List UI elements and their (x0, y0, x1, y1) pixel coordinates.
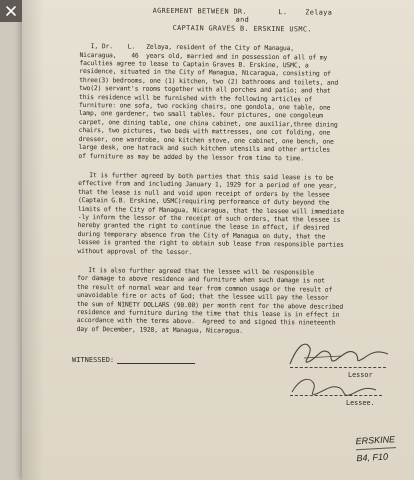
text-line: residence and furniture during the time that this lease is in effect in (76, 307, 340, 319)
text-line: the result of normal wear and tear from common usage or the result of (77, 282, 333, 294)
text-line: It is further agreed by both parties that this said lease is to be (78, 170, 334, 182)
text-line: of furniture as may be added by the lessor from time to time. (78, 151, 305, 162)
lessee-label: Lessee. (346, 399, 375, 407)
text-line: during temporary absence from the City of Managua on duty, that the (77, 229, 326, 241)
text-line: accordance with the terms above. Agreed to and signed this nineteenth (76, 316, 336, 328)
text-line: carpet, one dining table, one china cabinet, one auxiliar,three dining (78, 117, 338, 129)
lessee-signature-line (290, 395, 382, 396)
lessor-signature-line (290, 367, 386, 368)
lessor-signature (284, 334, 394, 374)
text-line: faculties agree to lease to Captain Graves B. Erskine, USMC, a (79, 59, 309, 70)
text-line: for damage to above residence and furniture when such damage is not (77, 274, 325, 285)
archive-box-folder: B4, F10 (356, 451, 389, 464)
lessor-label: Lessor (348, 371, 373, 379)
text-line: without approval of the lessor. (77, 246, 193, 256)
paragraph-rent (77, 266, 403, 337)
archive-label (355, 433, 403, 465)
text-line: large desk, one hatrack and such kitchen utensils and other articles (78, 143, 330, 154)
archive-collection: ERSKINE (355, 434, 396, 447)
text-line: effective from and including January 1, 1929 for a period of one year, (78, 179, 337, 191)
text-line: furniture: one sofa, two rocking chairs, one gondola, one table, one (78, 101, 331, 112)
text-line: (Captain G.B. Erskine, USMC)requiring performance of duty beyond the (77, 196, 330, 207)
text-line: It is also further agreed that the lessee will be responsible (77, 265, 314, 277)
document-body (77, 6, 405, 337)
text-line: dresser, one wardrobe, one kitchen stove, one cabinet, one bench, one (78, 134, 334, 146)
close-button[interactable] (0, 0, 22, 22)
text-line: chairs, two pictures, two beds with mattresses, one cot folding, one (78, 126, 331, 137)
document-title (80, 6, 405, 35)
document-page (22, 0, 414, 480)
text-line: that the lease is null and void upon receipt of orders by the lessee (78, 187, 330, 199)
text-line: two(2) servant's rooms together with all porches and patio; and that (79, 84, 331, 95)
text-line: lamp, one gardener, two small tables, four pictures, one congoleum (78, 109, 323, 121)
text-line: three(3) bedrooms, one (1) kitchen, two (2) bathrooms and toilets, and (79, 75, 339, 87)
text-line: I, Dr. L. Zelaya, resident of the City of Managua, (79, 42, 295, 53)
text-line: residence, situated in the City of Managua, Nicaragua, consisting of (79, 67, 331, 79)
text-line: lessee is granted the right to obtain sub lease from responsible parties (77, 238, 344, 249)
witness-signature-line (117, 363, 195, 364)
text-line: hereby granted the right to continue the lease in effect, if desired (77, 221, 330, 232)
witnessed-field (72, 356, 195, 364)
lessee-signature (284, 372, 384, 402)
text-line: limits of the City of Managua, Nicaragua, that the lessee will immediate (77, 204, 345, 216)
close-icon (5, 5, 17, 17)
text-line: Nicaragua, 46 years old, married and in possession of all of my (79, 50, 328, 62)
text-line: -ly inform the lessor of the receipt of such orders, that the lessee is (77, 212, 341, 224)
title-line: CAPTAIN GRAVES B. ERSKINE USMC. (172, 23, 312, 34)
paragraph-term (77, 171, 403, 258)
witnessed-label: WITNESSED: (72, 356, 115, 364)
text-line: the sum of NINETY DOLLARS (90.00) per month rent for the above described (76, 299, 344, 311)
text-line: unavoidable fire or acts of God; that the lessee will pay the lessor (76, 291, 329, 302)
title-line: AGREEMENT BETWEEN DR. L. Zelaya (152, 6, 333, 17)
text-line: day of December, 1928, at Managua, Nicaragua. (76, 324, 244, 335)
text-line: this residence will be furnished with the following articles of (79, 92, 313, 104)
title-line: and (235, 16, 250, 25)
paragraph-furnishings (78, 42, 404, 163)
